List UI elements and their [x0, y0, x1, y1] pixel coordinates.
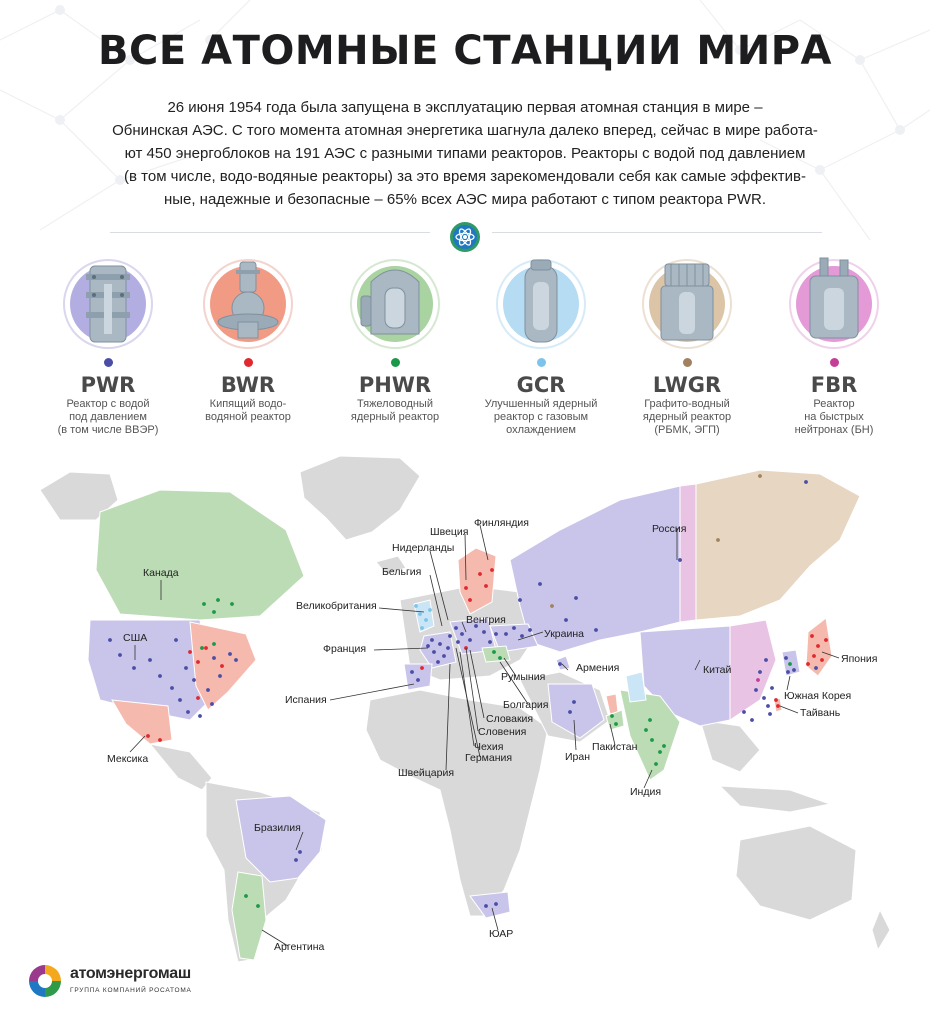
country-label: Иран	[565, 751, 591, 763]
station-dot	[610, 714, 614, 718]
atomenergomash-logo-icon	[26, 962, 64, 1000]
intro-line: 26 июня 1954 года была запущена в эксплуатацию первая атомная станция в мире –	[167, 99, 763, 116]
region-pakistan	[606, 710, 624, 730]
station-dot	[804, 480, 808, 484]
station-dot	[490, 568, 494, 572]
station-dot	[776, 704, 780, 708]
bwr-reactor-icon	[200, 256, 296, 352]
station-dot	[786, 670, 790, 674]
station-dot	[784, 656, 788, 660]
station-dot	[814, 666, 818, 670]
logo-name: атомэнергомаш	[70, 965, 191, 982]
station-dot	[644, 728, 648, 732]
reactor-desc-line: реактор с газовым	[493, 411, 589, 423]
reactor-desc-line: водяной реактор	[205, 411, 291, 423]
station-dot	[420, 626, 424, 630]
station-dot	[418, 612, 422, 616]
station-dot	[200, 646, 204, 650]
country-label: Нидерланды	[392, 542, 455, 554]
station-dot	[768, 712, 772, 716]
station-dot	[256, 904, 260, 908]
station-dot	[228, 652, 232, 656]
station-dot	[512, 626, 516, 630]
land-new-zealand	[872, 910, 890, 950]
station-dot	[816, 644, 820, 648]
station-dot	[448, 634, 452, 638]
country-label: Чехия	[474, 741, 504, 753]
station-dot	[478, 572, 482, 576]
reactor-code: PWR	[80, 373, 136, 397]
phwr-reactor-icon	[347, 256, 443, 352]
station-dot	[750, 718, 754, 722]
station-dot	[716, 538, 720, 542]
station-dot	[648, 718, 652, 722]
reactor-desc-line: на быстрых	[804, 411, 864, 423]
country-label: Словакия	[486, 713, 534, 725]
pwr-reactor-icon	[60, 256, 156, 352]
country-label: Финляндия	[474, 517, 529, 529]
station-dot	[658, 750, 662, 754]
country-label: Канада	[143, 567, 179, 579]
country-label: Южная Корея	[784, 690, 852, 702]
station-dot	[178, 698, 182, 702]
country-label: Мексика	[107, 753, 149, 765]
station-dot	[528, 628, 532, 632]
land-greenland	[300, 456, 420, 540]
reactor-lwgr	[612, 256, 762, 437]
station-dot	[654, 762, 658, 766]
station-dot	[518, 598, 522, 602]
station-dot	[202, 602, 206, 606]
station-dot	[146, 734, 150, 738]
lwgr-reactor-icon	[639, 256, 735, 352]
land-central-america	[150, 744, 212, 790]
station-dot	[210, 702, 214, 706]
station-dot	[538, 582, 542, 586]
station-dot	[212, 642, 216, 646]
country-label: Великобритания	[296, 600, 377, 612]
station-dot	[216, 598, 220, 602]
country-label: Китай	[703, 664, 732, 676]
reactor-desc-line: охлаждением	[506, 424, 576, 436]
country-label: Франция	[323, 643, 367, 655]
station-dot	[420, 666, 424, 670]
station-dot	[788, 662, 792, 666]
intro-line: Обнинская АЭС. С того момента атомная энергетика шагнула далеко вперед, сейчас в мире работа-	[112, 122, 818, 139]
station-dot	[650, 738, 654, 742]
intro-text	[75, 96, 855, 211]
station-dot	[456, 640, 460, 644]
station-dot	[492, 650, 496, 654]
reactor-desc-line: нейтронах (БН)	[794, 424, 874, 436]
station-dot	[196, 696, 200, 700]
world-map	[0, 440, 930, 975]
station-dot	[410, 670, 414, 674]
reactor-color-dot	[683, 358, 692, 367]
intro-line: ные, надежные и безопасные – 65% всех АЭС мира работают с типом реактора PWR.	[163, 191, 767, 208]
station-dot	[438, 642, 442, 646]
station-dot	[572, 700, 576, 704]
station-dot	[810, 634, 814, 638]
station-dot	[212, 656, 216, 660]
reactor-desc-line: Реактор с водой	[66, 398, 150, 410]
station-dot	[806, 662, 810, 666]
country-label: Индия	[630, 786, 662, 798]
station-dot	[494, 902, 498, 906]
reactor-desc	[612, 398, 762, 437]
station-dot	[148, 658, 152, 662]
reactor-gcr	[466, 256, 616, 437]
station-dot	[498, 656, 502, 660]
country-label: Бельгия	[382, 566, 422, 578]
station-dot	[568, 710, 572, 714]
station-dot	[662, 744, 666, 748]
country-label: Германия	[465, 752, 513, 764]
country-label: Армения	[576, 662, 620, 674]
country-label: Испания	[285, 694, 327, 706]
reactor-code: GCR	[516, 373, 566, 397]
reactor-desc	[466, 398, 616, 437]
reactor-desc-line: Графито-водный	[644, 398, 730, 410]
country-label: Аргентина	[274, 941, 325, 953]
station-dot	[108, 638, 112, 642]
intro-line: ют 450 энергоблоков на 191 АЭС с разными типами реакторов. Реакторы с водой под давлением	[124, 145, 806, 162]
country-label: Болгария	[503, 699, 549, 711]
reactor-code: PHWR	[358, 373, 432, 397]
station-dot	[792, 668, 796, 672]
station-dot	[758, 670, 762, 674]
station-dot	[426, 644, 430, 648]
station-dot	[558, 662, 562, 666]
reactor-desc	[173, 398, 323, 424]
station-dot	[192, 678, 196, 682]
region-russia-fbr	[680, 484, 696, 622]
region-india-west	[606, 694, 618, 714]
country-label: Япония	[841, 653, 878, 665]
station-dot	[234, 658, 238, 662]
station-dot	[206, 688, 210, 692]
station-dot	[416, 678, 420, 682]
region-russia	[510, 486, 680, 652]
station-dot	[564, 618, 568, 622]
station-dot	[204, 646, 208, 650]
divider-left	[110, 232, 430, 233]
station-dot	[188, 650, 192, 654]
reactor-code: FBR	[810, 373, 858, 397]
station-dot	[158, 674, 162, 678]
station-dot	[812, 654, 816, 658]
country-label: Пакистан	[592, 741, 638, 753]
station-dot	[764, 658, 768, 662]
reactor-color-dot	[391, 358, 400, 367]
country-label: Швеция	[430, 526, 469, 538]
reactor-desc-line: Улучшенный ядерный	[484, 398, 598, 410]
station-dot	[774, 698, 778, 702]
reactor-pwr	[33, 256, 183, 437]
country-label: Венгрия	[466, 614, 506, 626]
station-dot	[678, 558, 682, 562]
reactor-desc	[759, 398, 909, 437]
station-dot	[460, 632, 464, 636]
reactor-color-dot	[244, 358, 253, 367]
station-dot	[436, 660, 440, 664]
station-dot	[820, 658, 824, 662]
region-armenia	[556, 656, 570, 670]
station-dot	[484, 584, 488, 588]
station-dot	[824, 638, 828, 642]
land-indonesia	[720, 786, 830, 812]
station-dot	[294, 858, 298, 862]
logo-subtitle: ГРУППА КОМПАНИЙ РОСАТОМА	[70, 987, 192, 994]
reactor-bwr	[173, 256, 323, 424]
station-dot	[414, 604, 418, 608]
station-dot	[442, 654, 446, 658]
reactor-desc	[33, 398, 183, 437]
station-dot	[212, 610, 216, 614]
station-dot	[446, 646, 450, 650]
region-kazakhstan-strip	[626, 672, 646, 702]
station-dot	[430, 638, 434, 642]
station-dot	[594, 628, 598, 632]
intro-line: (в том числе, водо-водяные реакторы) за это время зарекомендовали себя как самые эффектив-	[124, 168, 806, 185]
country-label: Тайвань	[800, 707, 841, 719]
page-title: ВСЕ АТОМНЫЕ СТАНЦИИ МИРА	[98, 28, 832, 74]
region-mexico	[112, 700, 172, 744]
station-dot	[186, 710, 190, 714]
station-dot	[464, 586, 468, 590]
land-australia	[736, 826, 856, 920]
station-dot	[468, 598, 472, 602]
station-dot	[520, 634, 524, 638]
country-label: Украина	[544, 628, 584, 640]
region-romania	[482, 646, 510, 662]
station-dot	[756, 678, 760, 682]
country-label: Словения	[478, 726, 527, 738]
station-dot	[196, 660, 200, 664]
station-dot	[468, 638, 472, 642]
station-dot	[550, 604, 554, 608]
station-dot	[198, 714, 202, 718]
station-dot	[484, 904, 488, 908]
country-label: ЮАР	[489, 928, 514, 940]
station-dot	[184, 666, 188, 670]
station-dot	[504, 632, 508, 636]
station-dot	[482, 630, 486, 634]
station-dot	[132, 666, 136, 670]
station-dot	[298, 850, 302, 854]
reactor-desc-line: ядерный реактор	[350, 411, 440, 423]
region-russia-east	[696, 470, 860, 620]
station-dot	[158, 738, 162, 742]
reactor-color-dot	[537, 358, 546, 367]
station-dot	[488, 640, 492, 644]
reactor-desc-line: Тяжеловодный	[357, 398, 433, 410]
station-dot	[244, 894, 248, 898]
station-dot	[424, 618, 428, 622]
station-dot	[174, 638, 178, 642]
reactor-phwr	[320, 256, 470, 424]
station-dot	[454, 626, 458, 630]
land-se-asia	[700, 720, 760, 772]
station-dot	[218, 674, 222, 678]
reactor-code: BWR	[220, 373, 276, 397]
reactor-desc	[320, 398, 470, 424]
station-dot	[766, 704, 770, 708]
station-dot	[574, 596, 578, 600]
region-spain	[404, 664, 432, 690]
reactor-color-dot	[830, 358, 839, 367]
station-dot	[770, 686, 774, 690]
fbr-reactor-icon	[786, 256, 882, 352]
company-logo	[26, 962, 226, 1002]
station-dot	[754, 688, 758, 692]
reactor-code: LWGR	[652, 373, 722, 397]
atom-icon	[448, 220, 482, 254]
station-dot	[220, 664, 224, 668]
reactor-desc-line: (РБМК, ЭГП)	[654, 424, 720, 436]
reactor-desc-line: ядерный реактор	[642, 411, 732, 423]
country-label: Россия	[652, 523, 687, 535]
divider-right	[492, 232, 822, 233]
station-dot	[614, 722, 618, 726]
reactor-desc-line: под давлением	[69, 411, 147, 423]
station-dot	[762, 696, 766, 700]
gcr-reactor-icon	[493, 256, 589, 352]
station-dot	[428, 608, 432, 612]
reactor-desc-line: Реактор	[813, 398, 855, 410]
country-label: Румыния	[501, 671, 546, 683]
reactor-desc-line: (в том числе ВВЭР)	[57, 424, 159, 436]
station-dot	[170, 686, 174, 690]
station-dot	[742, 710, 746, 714]
station-dot	[432, 650, 436, 654]
country-label: США	[123, 632, 148, 644]
station-dot	[494, 632, 498, 636]
country-label: Бразилия	[254, 822, 301, 834]
reactor-desc-line: Кипящий водо-	[209, 398, 287, 410]
country-label: Швейцария	[398, 767, 455, 779]
reactor-fbr	[759, 256, 909, 437]
region-canada	[96, 490, 304, 620]
station-dot	[758, 474, 762, 478]
station-dot	[230, 602, 234, 606]
reactor-color-dot	[104, 358, 113, 367]
station-dot	[118, 653, 122, 657]
